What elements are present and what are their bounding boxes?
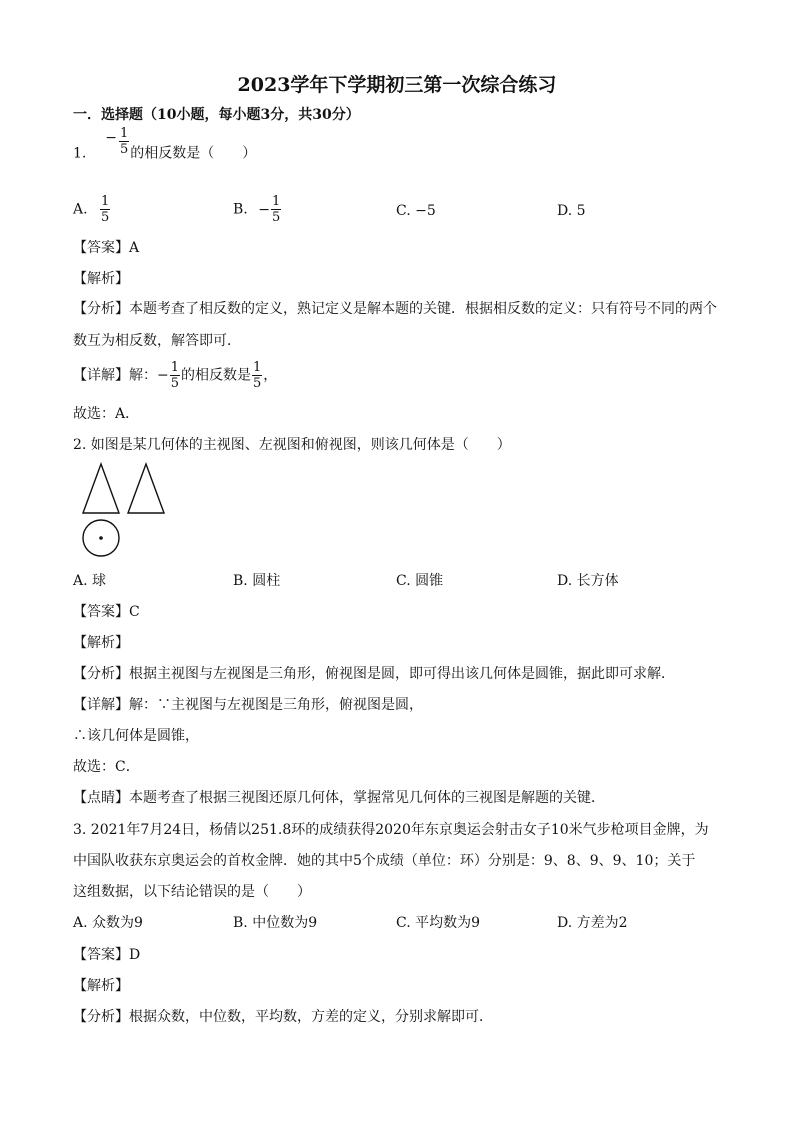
q1-detail-prefix: 【详解】解：− bbox=[73, 367, 169, 384]
q3-option-d: D. 方差为2 bbox=[557, 915, 628, 931]
q1-option-a-den: 5 bbox=[101, 210, 110, 225]
q2-option-c: C. 圆锥 bbox=[396, 573, 444, 589]
q3-stem-line1: 3. 2021年7月24日，杨倩以251.8环的成绩获得2020年东京奥运会射击女子10米气步枪项目金牌，为 bbox=[73, 822, 709, 838]
q3-analysis: 【分析】根据众数，中位数，平均数，方差的定义，分别求解即可． bbox=[73, 1009, 493, 1025]
q1-option-a-label: A. bbox=[73, 201, 88, 218]
q1-stem-suffix: 的相反数是（ ） bbox=[130, 145, 257, 162]
q1-choose: 故选：A． bbox=[73, 406, 140, 422]
q1-detail-suffix: ， bbox=[263, 367, 278, 384]
q2-option-a: A. 球 bbox=[73, 573, 107, 589]
q1-detail-fraction-2 bbox=[252, 360, 262, 391]
q1-detail-den2: 5 bbox=[253, 376, 262, 391]
q1-analysis-line2: 数互为相反数，解答即可． bbox=[73, 333, 241, 349]
q1-detail-mid: 的相反数是 bbox=[181, 367, 252, 384]
front-view-triangle bbox=[83, 464, 119, 513]
q1-minus: − bbox=[105, 129, 117, 146]
q1-answer: 【答案】A bbox=[73, 240, 140, 256]
q1-option-b-label: B. bbox=[233, 201, 248, 218]
q3-stem-line2: 中国队收获东京奥运会的首枚金牌．她的其中5个成绩（单位：环）分别是：9、8、9、9、10；关于 bbox=[73, 853, 696, 869]
q1-analysis-line1: 【分析】本题考查了相反数的定义，熟记定义是解本题的关键．根据相反数的定义：只有符号不同的两个 bbox=[73, 301, 717, 317]
q3-analysis-heading: 【解析】 bbox=[73, 978, 129, 994]
section-heading: 一．选择题（10小题，每小题3分，共30分） bbox=[73, 107, 360, 123]
q1-stem bbox=[73, 126, 257, 169]
q1-detail-den1: 5 bbox=[170, 376, 180, 391]
q1-option-d: D. 5 bbox=[557, 203, 586, 219]
q1-option-b-fraction bbox=[271, 194, 281, 225]
q1-option-c: C. −5 bbox=[396, 203, 436, 219]
q2-detail-2: ∴该几何体是圆锥， bbox=[73, 728, 199, 744]
q1-option-b-den: 5 bbox=[271, 210, 281, 225]
q1-option-a-num: 1 bbox=[101, 194, 110, 209]
top-view-center-dot bbox=[99, 536, 103, 540]
side-view-triangle bbox=[128, 464, 164, 513]
q1-option-a bbox=[73, 194, 111, 225]
q2-comment: 【点睛】本题考查了根据三视图还原几何体，掌握常见几何体的三视图是解题的关键． bbox=[73, 790, 605, 806]
q1-detail-num2: 1 bbox=[253, 360, 262, 375]
q1-detail bbox=[73, 360, 277, 391]
q1-detail-num1: 1 bbox=[170, 360, 180, 375]
q1-analysis-heading: 【解析】 bbox=[73, 271, 129, 287]
q1-option-b-num: 1 bbox=[271, 194, 281, 209]
q2-detail: 【详解】解：∵主视图与左视图是三角形，俯视图是圆， bbox=[73, 697, 423, 713]
q1-option-b bbox=[233, 194, 282, 225]
q2-analysis: 【分析】根据主视图与左视图是三角形，俯视图是圆，即可得出该几何体是圆锥，据此即可求解． bbox=[73, 666, 675, 682]
q1-detail-fraction-1 bbox=[170, 360, 180, 391]
q3-stem-line3: 这组数据，以下结论错误的是（ ） bbox=[73, 884, 311, 900]
q1-option-b-sign: − bbox=[258, 201, 270, 218]
q3-option-b: B. 中位数为9 bbox=[233, 915, 318, 931]
q2-analysis-heading: 【解析】 bbox=[73, 635, 129, 651]
q3-option-a: A. 众数为9 bbox=[73, 915, 143, 931]
q1-frac-num: 1 bbox=[120, 126, 129, 141]
q2-choose: 故选：C． bbox=[73, 759, 140, 775]
q1-option-a-fraction bbox=[100, 194, 110, 225]
q2-answer: 【答案】C bbox=[73, 604, 140, 620]
q2-option-d: D. 长方体 bbox=[557, 573, 619, 589]
three-view-figure bbox=[78, 462, 170, 558]
q2-option-b: B. 圆柱 bbox=[233, 573, 281, 589]
q2-stem: 2. 如图是某几何体的主视图、左视图和俯视图，则该几何体是（ ） bbox=[73, 437, 511, 453]
q3-answer: 【答案】D bbox=[73, 947, 141, 963]
q3-option-c: C. 平均数为9 bbox=[396, 915, 481, 931]
page-title: 2023学年下学期初三第一次综合练习 bbox=[237, 74, 557, 96]
q1-fraction bbox=[119, 126, 129, 157]
q1-number: 1. bbox=[73, 145, 87, 162]
q1-frac-den: 5 bbox=[120, 142, 129, 157]
